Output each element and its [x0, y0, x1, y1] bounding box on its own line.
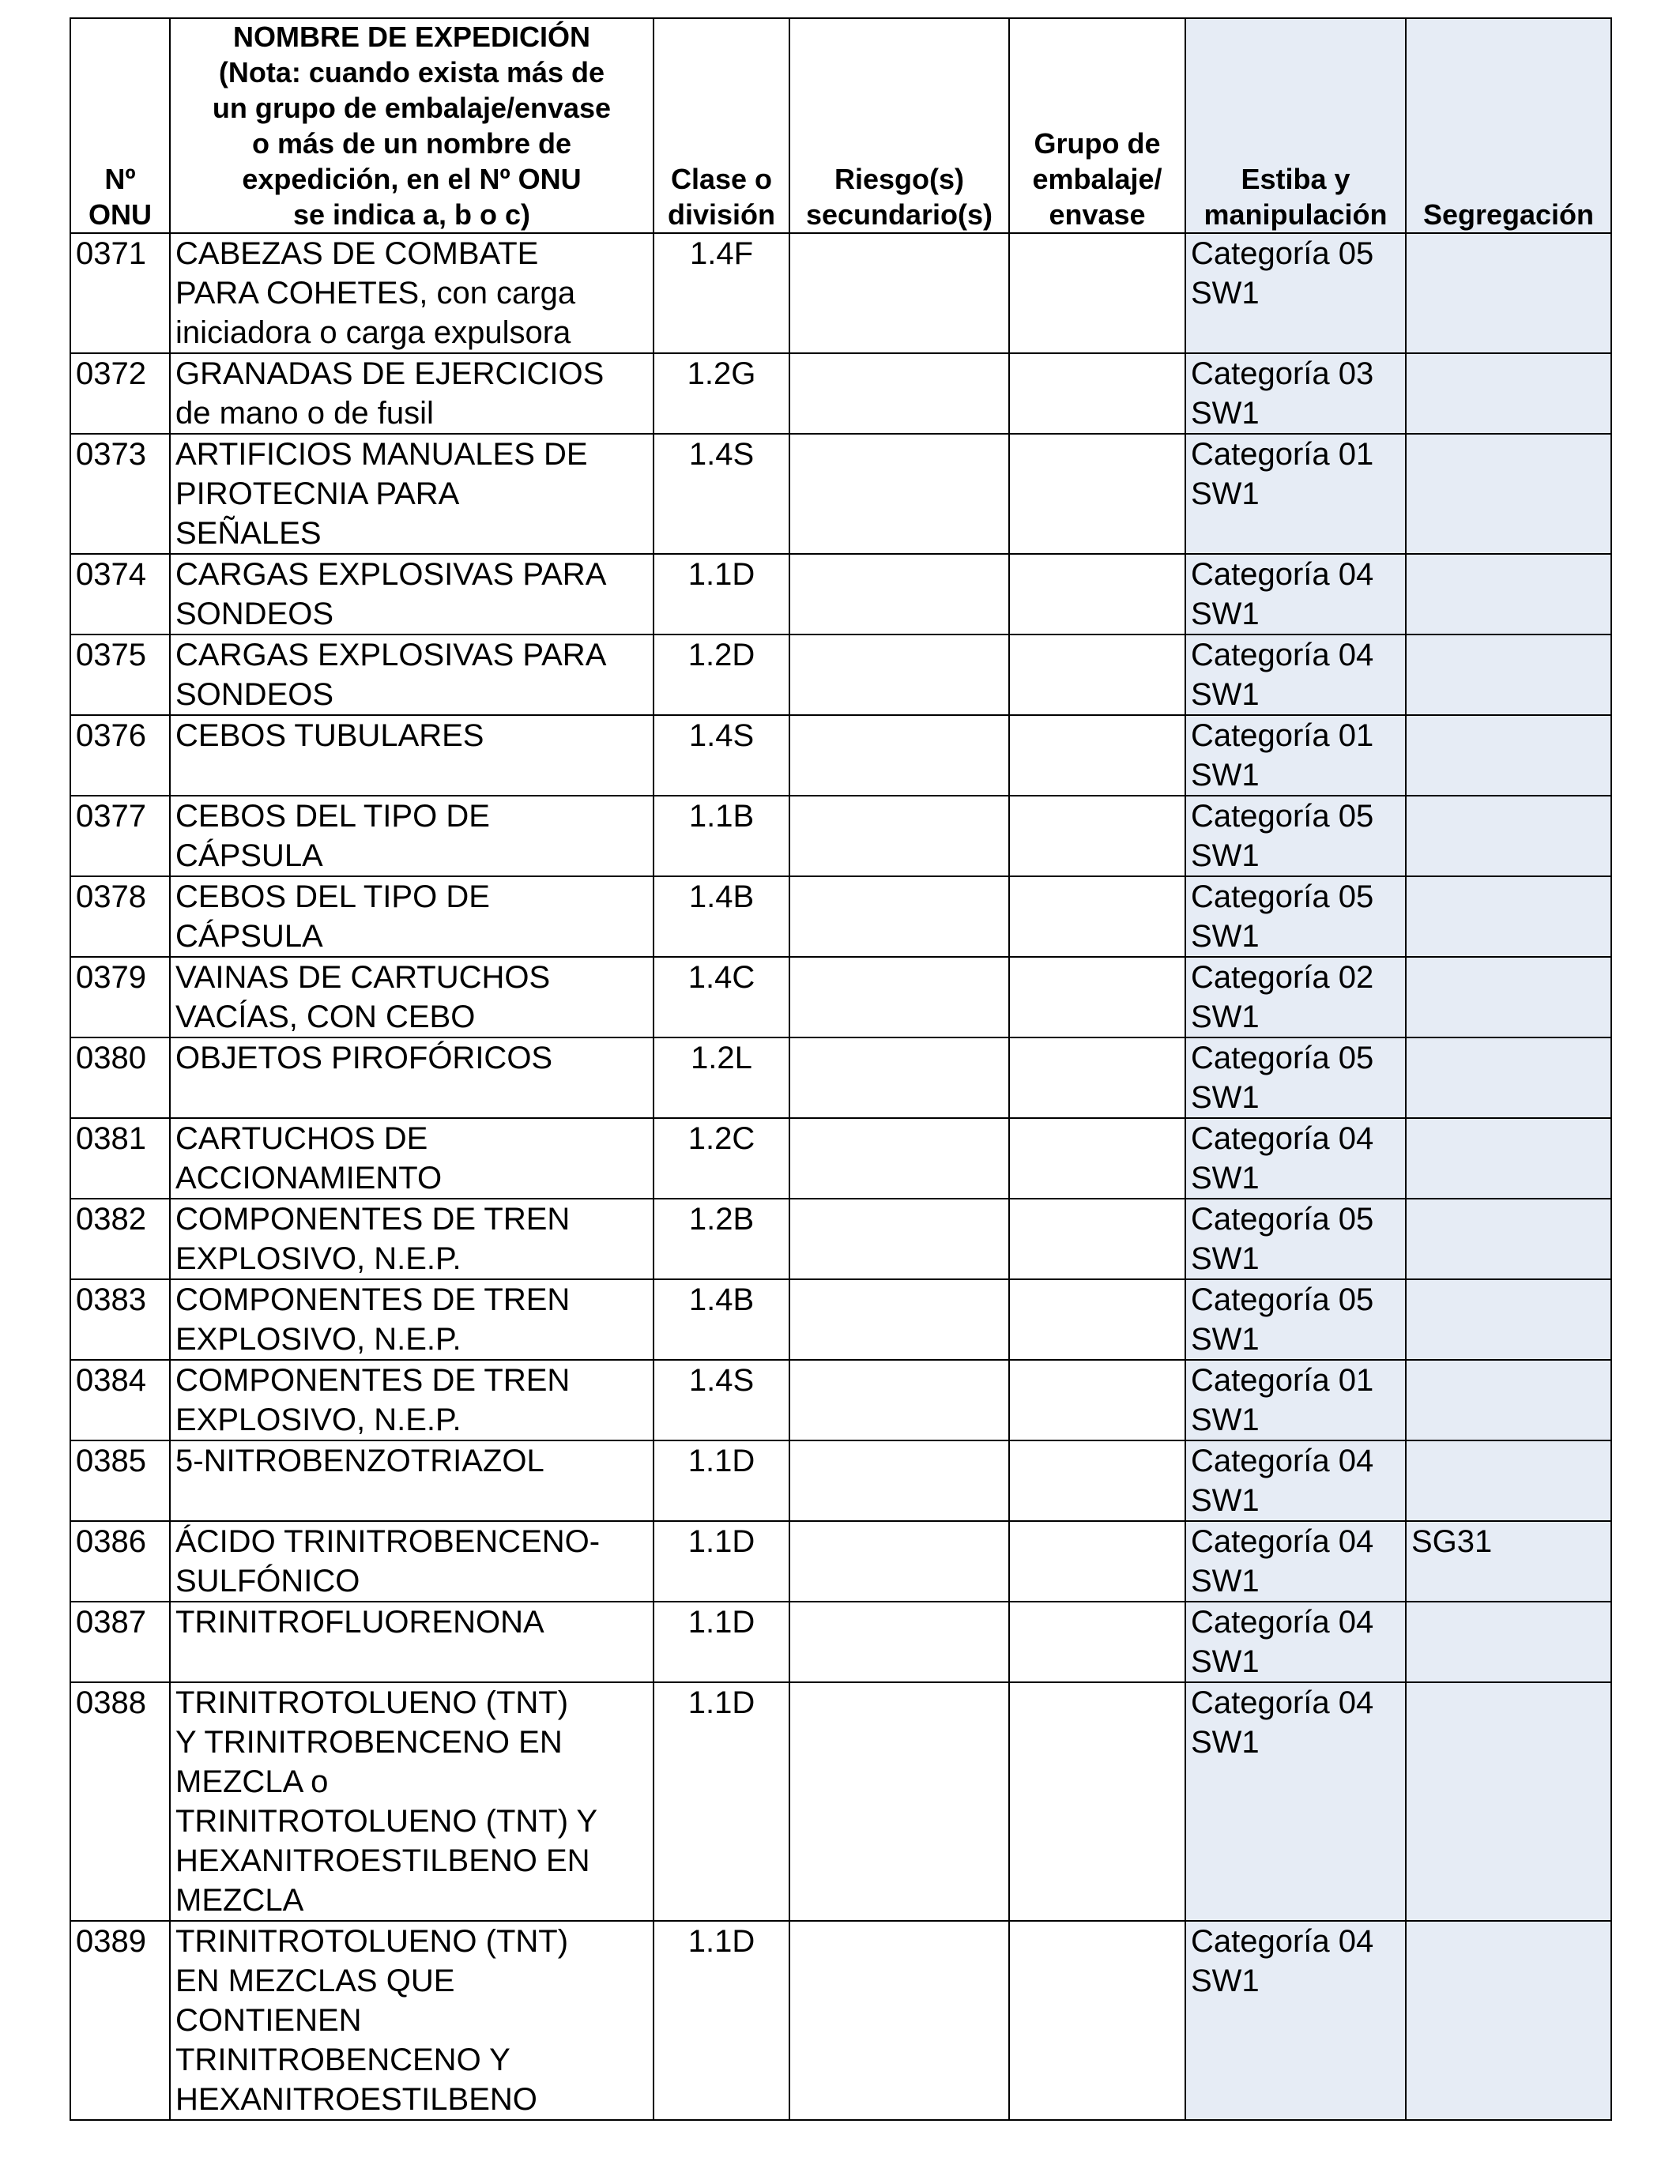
- table-body: [70, 233, 1611, 2120]
- cell-segregacion: [1406, 353, 1611, 434]
- cell-clase: 1.4C: [654, 957, 789, 1037]
- cell-estiba: Categoría 05 SW1: [1185, 1037, 1406, 1118]
- table-row: [70, 434, 1611, 554]
- cell-onu: 0387: [70, 1602, 170, 1682]
- cell-grupo: [1009, 1440, 1185, 1521]
- cell-onu: 0377: [70, 796, 170, 876]
- cell-onu: 0384: [70, 1360, 170, 1440]
- table-row: [70, 634, 1611, 715]
- cell-onu: 0374: [70, 554, 170, 634]
- cell-clase: 1.4B: [654, 1279, 789, 1360]
- header-grupo: [1009, 18, 1185, 233]
- header-line: Clase o: [670, 163, 773, 195]
- cell-estiba: Categoría 05 SW1: [1185, 233, 1406, 353]
- cell-clase: 1.4S: [654, 1360, 789, 1440]
- cell-nombre: ARTIFICIOS MANUALES DE PIROTECNIA PARA SEÑALES: [170, 434, 654, 554]
- table-row: [70, 1521, 1611, 1602]
- cell-riesgo: [789, 434, 1009, 554]
- cell-riesgo: [789, 233, 1009, 353]
- cell-clase: 1.1D: [654, 1682, 789, 1921]
- header-clase: [654, 18, 789, 233]
- cell-onu: 0372: [70, 353, 170, 434]
- cell-nombre: OBJETOS PIROFÓRICOS: [170, 1037, 654, 1118]
- cell-segregacion: [1406, 876, 1611, 957]
- header-onu: [70, 18, 170, 233]
- cell-grupo: [1009, 1360, 1185, 1440]
- cell-riesgo: [789, 876, 1009, 957]
- cell-clase: 1.2C: [654, 1118, 789, 1199]
- cell-clase: 1.1B: [654, 796, 789, 876]
- cell-estiba: Categoría 03 SW1: [1185, 353, 1406, 434]
- cell-estiba: Categoría 01 SW1: [1185, 434, 1406, 554]
- header-line: envase: [1049, 198, 1146, 231]
- cell-grupo: [1009, 957, 1185, 1037]
- cell-estiba: Categoría 05 SW1: [1185, 1199, 1406, 1279]
- cell-clase: 1.1D: [654, 1440, 789, 1521]
- header-riesgo: [789, 18, 1009, 233]
- cell-riesgo: [789, 1602, 1009, 1682]
- header-line: NOMBRE DE EXPEDICIÓN: [232, 21, 591, 53]
- header-line: secundario(s): [805, 198, 993, 231]
- cell-segregacion: [1406, 715, 1611, 796]
- cell-clase: 1.2L: [654, 1037, 789, 1118]
- cell-riesgo: [789, 1921, 1009, 2120]
- cell-clase: 1.1D: [654, 1921, 789, 2120]
- header-estiba: [1185, 18, 1406, 233]
- cell-riesgo: [789, 1037, 1009, 1118]
- cell-riesgo: [789, 715, 1009, 796]
- cell-estiba: Categoría 04 SW1: [1185, 554, 1406, 634]
- table-row: [70, 1602, 1611, 1682]
- cell-nombre: TRINITROTOLUENO (TNT) Y TRINITROBENCENO EN MEZCLA o TRINITROTOLUENO (TNT) Y HEXANITROESTILBENO EN MEZCLA: [170, 1682, 654, 1921]
- header-line: manipulación: [1203, 198, 1388, 231]
- cell-grupo: [1009, 876, 1185, 957]
- cell-segregacion: [1406, 1360, 1611, 1440]
- table-row: [70, 1921, 1611, 2120]
- cell-riesgo: [789, 1521, 1009, 1602]
- cell-segregacion: [1406, 1921, 1611, 2120]
- table-row: [70, 353, 1611, 434]
- dangerous-goods-table: [70, 17, 1612, 2121]
- cell-riesgo: [789, 353, 1009, 434]
- cell-riesgo: [789, 1360, 1009, 1440]
- table-row: [70, 1037, 1611, 1118]
- cell-grupo: [1009, 1521, 1185, 1602]
- cell-onu: 0371: [70, 233, 170, 353]
- cell-estiba: Categoría 04 SW1: [1185, 1118, 1406, 1199]
- cell-nombre: COMPONENTES DE TREN EXPLOSIVO, N.E.P.: [170, 1360, 654, 1440]
- cell-riesgo: [789, 957, 1009, 1037]
- header-line: un grupo de embalaje/envase: [212, 92, 612, 124]
- cell-grupo: [1009, 1682, 1185, 1921]
- cell-nombre: CARTUCHOS DE ACCIONAMIENTO: [170, 1118, 654, 1199]
- cell-onu: 0381: [70, 1118, 170, 1199]
- cell-estiba: Categoría 05 SW1: [1185, 876, 1406, 957]
- header-line: Riesgo(s): [834, 163, 965, 195]
- cell-segregacion: [1406, 634, 1611, 715]
- table-row: [70, 1118, 1611, 1199]
- cell-estiba: Categoría 04 SW1: [1185, 1921, 1406, 2120]
- cell-clase: 1.2B: [654, 1199, 789, 1279]
- header-line: Estiba y: [1241, 163, 1350, 195]
- cell-riesgo: [789, 634, 1009, 715]
- cell-grupo: [1009, 715, 1185, 796]
- cell-nombre: CEBOS DEL TIPO DE CÁPSULA: [170, 876, 654, 957]
- header-nombre: [170, 18, 654, 233]
- table-row: [70, 715, 1611, 796]
- cell-grupo: [1009, 634, 1185, 715]
- cell-grupo: [1009, 1921, 1185, 2120]
- cell-segregacion: [1406, 1682, 1611, 1921]
- cell-nombre: CARGAS EXPLOSIVAS PARA SONDEOS: [170, 634, 654, 715]
- table-row: [70, 1360, 1611, 1440]
- cell-grupo: [1009, 1037, 1185, 1118]
- cell-grupo: [1009, 434, 1185, 554]
- header-line: Nº: [104, 163, 136, 195]
- cell-riesgo: [789, 1279, 1009, 1360]
- cell-clase: 1.1D: [654, 554, 789, 634]
- header-line: Segregación: [1422, 198, 1595, 231]
- cell-estiba: Categoría 01 SW1: [1185, 715, 1406, 796]
- cell-grupo: [1009, 1602, 1185, 1682]
- cell-segregacion: [1406, 1279, 1611, 1360]
- cell-clase: 1.4S: [654, 434, 789, 554]
- table-row: [70, 233, 1611, 353]
- cell-estiba: Categoría 05 SW1: [1185, 796, 1406, 876]
- cell-riesgo: [789, 796, 1009, 876]
- cell-nombre: CABEZAS DE COMBATE PARA COHETES, con carga iniciadora o carga expulsora: [170, 233, 654, 353]
- cell-nombre: CEBOS TUBULARES: [170, 715, 654, 796]
- cell-onu: 0375: [70, 634, 170, 715]
- cell-onu: 0376: [70, 715, 170, 796]
- cell-segregacion: [1406, 233, 1611, 353]
- cell-onu: 0382: [70, 1199, 170, 1279]
- cell-onu: 0385: [70, 1440, 170, 1521]
- cell-segregacion: [1406, 1199, 1611, 1279]
- cell-riesgo: [789, 1440, 1009, 1521]
- cell-segregacion: [1406, 957, 1611, 1037]
- cell-clase: 1.4B: [654, 876, 789, 957]
- cell-clase: 1.4S: [654, 715, 789, 796]
- header-line: ONU: [89, 198, 152, 231]
- cell-grupo: [1009, 1279, 1185, 1360]
- cell-grupo: [1009, 796, 1185, 876]
- table-row: [70, 1279, 1611, 1360]
- cell-segregacion: [1406, 796, 1611, 876]
- table-row: [70, 957, 1611, 1037]
- cell-nombre: ÁCIDO TRINITROBENCENO- SULFÓNICO: [170, 1521, 654, 1602]
- cell-nombre: COMPONENTES DE TREN EXPLOSIVO, N.E.P.: [170, 1199, 654, 1279]
- cell-grupo: [1009, 1199, 1185, 1279]
- cell-estiba: Categoría 02 SW1: [1185, 957, 1406, 1037]
- cell-segregacion: SG31: [1406, 1521, 1611, 1602]
- cell-segregacion: [1406, 554, 1611, 634]
- cell-onu: 0388: [70, 1682, 170, 1921]
- cell-onu: 0373: [70, 434, 170, 554]
- cell-onu: 0378: [70, 876, 170, 957]
- cell-estiba: Categoría 04 SW1: [1185, 1440, 1406, 1521]
- cell-nombre: CEBOS DEL TIPO DE CÁPSULA: [170, 796, 654, 876]
- cell-clase: 1.2D: [654, 634, 789, 715]
- header-row: [70, 18, 1611, 233]
- cell-segregacion: [1406, 434, 1611, 554]
- cell-segregacion: [1406, 1440, 1611, 1521]
- cell-grupo: [1009, 233, 1185, 353]
- cell-clase: 1.4F: [654, 233, 789, 353]
- table-row: [70, 554, 1611, 634]
- header-line: (Nota: cuando exista más de: [218, 56, 605, 88]
- cell-riesgo: [789, 1682, 1009, 1921]
- cell-estiba: Categoría 04 SW1: [1185, 1521, 1406, 1602]
- cell-segregacion: [1406, 1037, 1611, 1118]
- header-line: se indica a, b o c): [292, 198, 531, 231]
- cell-nombre: VAINAS DE CARTUCHOS VACÍAS, CON CEBO: [170, 957, 654, 1037]
- cell-grupo: [1009, 1118, 1185, 1199]
- cell-grupo: [1009, 554, 1185, 634]
- header-line: división: [667, 198, 776, 231]
- cell-nombre: COMPONENTES DE TREN EXPLOSIVO, N.E.P.: [170, 1279, 654, 1360]
- cell-onu: 0386: [70, 1521, 170, 1602]
- cell-estiba: Categoría 01 SW1: [1185, 1360, 1406, 1440]
- cell-riesgo: [789, 554, 1009, 634]
- table-row: [70, 796, 1611, 876]
- table-row: [70, 1682, 1611, 1921]
- cell-estiba: Categoría 05 SW1: [1185, 1279, 1406, 1360]
- cell-riesgo: [789, 1118, 1009, 1199]
- cell-estiba: Categoría 04 SW1: [1185, 1602, 1406, 1682]
- cell-nombre: 5-NITROBENZOTRIAZOL: [170, 1440, 654, 1521]
- cell-onu: 0383: [70, 1279, 170, 1360]
- cell-segregacion: [1406, 1118, 1611, 1199]
- cell-segregacion: [1406, 1602, 1611, 1682]
- header-line: Grupo de: [1034, 127, 1161, 160]
- cell-clase: 1.2G: [654, 353, 789, 434]
- cell-onu: 0379: [70, 957, 170, 1037]
- cell-grupo: [1009, 353, 1185, 434]
- cell-clase: 1.1D: [654, 1521, 789, 1602]
- cell-onu: 0380: [70, 1037, 170, 1118]
- table-row: [70, 876, 1611, 957]
- table-row: [70, 1440, 1611, 1521]
- cell-estiba: Categoría 04 SW1: [1185, 634, 1406, 715]
- cell-riesgo: [789, 1199, 1009, 1279]
- cell-nombre: TRINITROFLUORENONA: [170, 1602, 654, 1682]
- table-row: [70, 1199, 1611, 1279]
- header-segregacion: [1406, 18, 1611, 233]
- cell-nombre: TRINITROTOLUENO (TNT) EN MEZCLAS QUE CONTIENEN TRINITROBENCENO Y HEXANITROESTILBENO: [170, 1921, 654, 2120]
- cell-nombre: CARGAS EXPLOSIVAS PARA SONDEOS: [170, 554, 654, 634]
- header-line: embalaje/: [1032, 163, 1162, 195]
- cell-onu: 0389: [70, 1921, 170, 2120]
- header-line: o más de un nombre de: [251, 127, 572, 160]
- document-page: [70, 17, 1610, 2121]
- cell-clase: 1.1D: [654, 1602, 789, 1682]
- header-line: expedición, en el Nº ONU: [242, 163, 582, 195]
- cell-estiba: Categoría 04 SW1: [1185, 1682, 1406, 1921]
- cell-nombre: GRANADAS DE EJERCICIOS de mano o de fusil: [170, 353, 654, 434]
